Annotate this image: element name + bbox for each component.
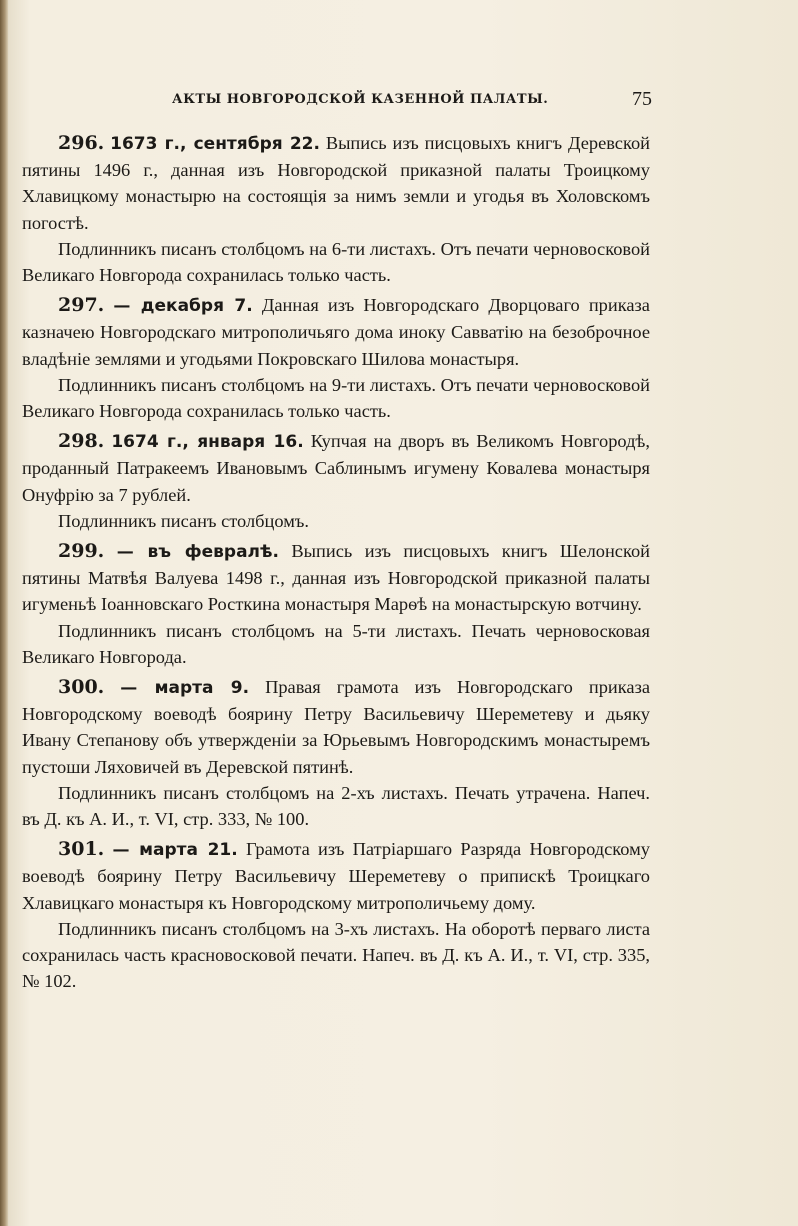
page-number: 75 (632, 88, 652, 110)
entry-number: 300. (58, 676, 105, 699)
entry-text (22, 130, 650, 236)
entry-description: Выпись изъ писцовыхъ книгъ Деревской пятины 1496 г., данная изъ Новгородской приказной палаты Троицкому Хлавицкому монастырю на состоящія за нимъ земли и угодья въ Холовскомъ погостѣ. (22, 133, 651, 233)
entry-297 (22, 292, 650, 424)
entry-date: — марта 21. (112, 840, 238, 861)
entry-text (22, 292, 650, 372)
entry-description: Выпись изъ писцовыхъ книгъ Шелонской пятины Матвѣя Валуева 1498 г., данная изъ Новгородской приказной палаты игуменьѣ Іоанновскаго Росткина монастыря Марѳѣ на монастырскую вотчину. (22, 541, 650, 615)
entry-description: Правая грамота изъ Новгородскаго приказа Новгородскому воеводѣ боярину Петру Васильевичу Шереметеву и дьяку Ивану Степанову объ утвержденіи за Юрьевымъ Новгородскимъ монастыремъ пустоши Ляховичей въ Деревской пятинѣ. (22, 677, 650, 777)
entry-number: 297. (58, 294, 105, 317)
entry-text (22, 538, 650, 618)
entry-date: 1674 г., января 16. (111, 432, 304, 453)
entry-description: Грамота изъ Патріаршаго Разряда Новгородскому воеводѣ боярину Петру Васильевичу Шереметеву о припискѣ Троицкаго Хлавицкаго монастыря къ Новгородскому митрополичьему дому. (22, 839, 650, 913)
entry-300 (22, 674, 650, 832)
entry-description: Данная изъ Новгородскаго Дворцоваго приказа казначею Новгородскаго митрополичьяго дома иноку Савватію на безоброчное владѣніе землями и угодьями Покровскаго Шилова монастыря. (22, 295, 650, 369)
entry-298 (22, 428, 650, 534)
entry-note: Подлинникъ писанъ столбцомъ на 9-ти листахъ. Отъ печати черновосковой Великаго Новгорода сохранилась только часть. (22, 374, 650, 422)
entry-text (22, 674, 650, 780)
book-spine-shadow (0, 0, 8, 1226)
page-header (172, 88, 652, 114)
entry-note: Подлинникъ писанъ столбцомъ на 3-хъ листахъ. На оборотѣ перваго листа сохранилась часть красновосковой печати. Напеч. въ Д. къ А. И., т. VI, стр. 335, № 102. (22, 918, 650, 992)
entry-number: 298. (58, 430, 105, 453)
entry-note: Подлинникъ писанъ столбцомъ на 5-ти листахъ. Печать черновосковая Великаго Новгорода. (22, 620, 650, 667)
entry-date: — въ февралѣ. (116, 542, 279, 563)
entry-296 (22, 130, 650, 288)
entry-date: 1673 г., сентября 22. (110, 134, 320, 154)
entry-date: — марта 9. (120, 678, 250, 699)
entry-299 (22, 538, 650, 670)
entry-number: 296. (58, 132, 105, 154)
entry-text (22, 428, 650, 508)
entry-text (22, 836, 650, 916)
entry-number: 301. (58, 838, 105, 861)
entry-date: — декабря 7. (113, 296, 253, 317)
running-title: АКТЫ НОВГОРОДСКОЙ КАЗЕННОЙ ПАЛАТЫ. (172, 92, 549, 107)
entry-note: Подлинникъ писанъ столбцомъ на 2-хъ листахъ. Печать утрачена. Напеч. въ Д. къ А. И., т. VI, стр. 333, № 100. (22, 782, 650, 830)
entry-note: Подлинникъ писанъ столбцомъ на 6-ти листахъ. Отъ печати черновосковой Великаго Новгорода сохранилась только часть. (22, 238, 650, 286)
page-body (22, 130, 650, 999)
entry-301 (22, 836, 650, 994)
entry-description: Купчая на дворъ въ Великомъ Новгородѣ, проданный Патракеемъ Ивановымъ Саблинымъ игумену Ковалева монастыря Онуфрію за 7 рублей. (22, 431, 651, 505)
entry-note: Подлинникъ писанъ столбцомъ. (58, 510, 309, 531)
entry-number: 299. (58, 540, 105, 563)
